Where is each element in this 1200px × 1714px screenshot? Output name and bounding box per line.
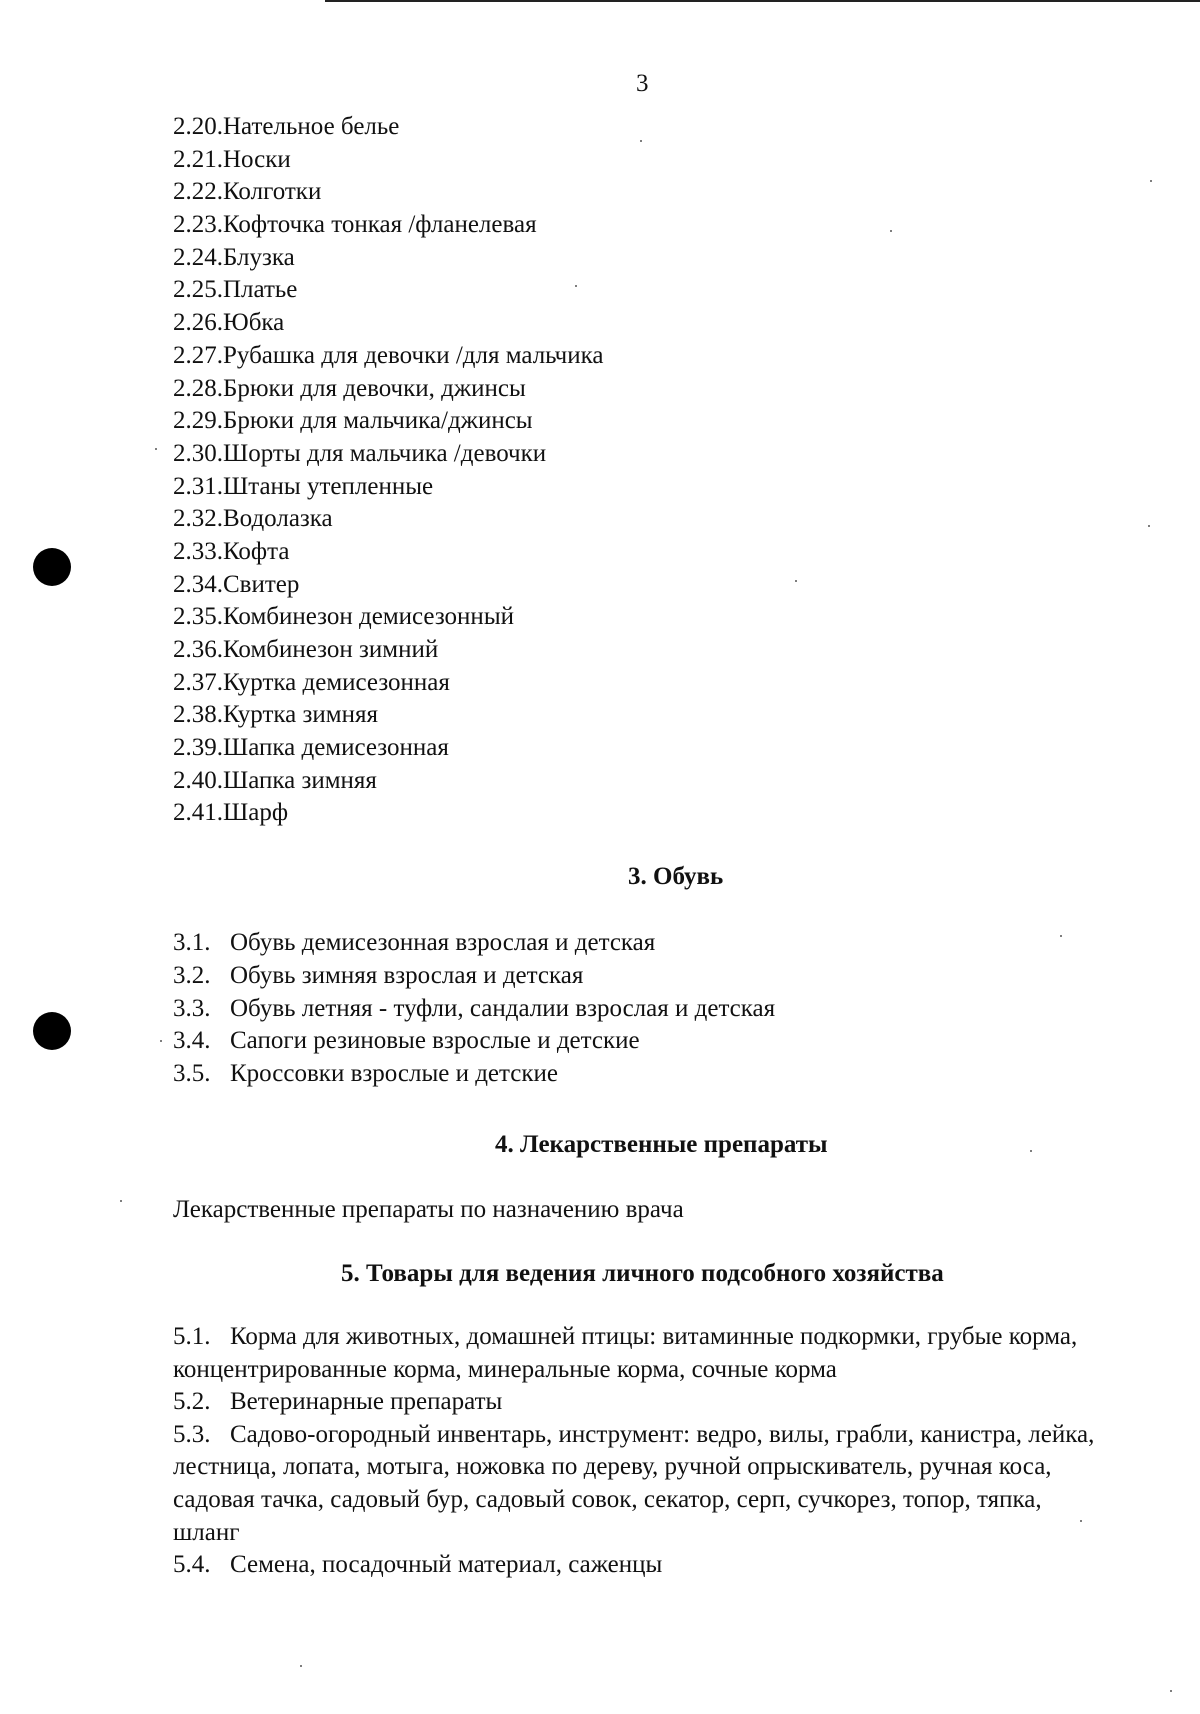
item-text: Брюки для мальчика/джинсы bbox=[223, 407, 533, 435]
item-text: Водолазка bbox=[223, 505, 333, 533]
item-text: Комбинезон демисезонный bbox=[223, 603, 514, 631]
scan-speck bbox=[795, 580, 797, 582]
item-number: 2.23. bbox=[173, 211, 223, 239]
footwear-list bbox=[173, 927, 775, 1091]
item-number: 2.36. bbox=[173, 636, 223, 663]
item-text: Корма для животных, домашней птицы: витаминные подкормки, грубые корма, концентрированные корма, минеральные корма, сочные корма bbox=[173, 1323, 1078, 1383]
item-text: Обувь летняя - туфли, сандалии взрослая и детская bbox=[230, 994, 776, 1022]
item-text: Кофточка тонкая /фланелевая bbox=[223, 211, 537, 239]
list-item bbox=[173, 634, 604, 667]
list-item bbox=[173, 307, 604, 340]
list-item bbox=[173, 438, 604, 471]
item-text: Кофта bbox=[223, 537, 290, 565]
list-item bbox=[173, 536, 604, 569]
list-item bbox=[173, 274, 604, 307]
item-text: Носки bbox=[223, 145, 291, 173]
scan-speck bbox=[155, 448, 157, 450]
scan-speck bbox=[160, 1040, 162, 1042]
item-text: Комбинезон зимний bbox=[223, 636, 439, 663]
item-number: 2.24. bbox=[173, 243, 223, 271]
item-text: Рубашка для девочки /для мальчика bbox=[223, 341, 604, 369]
scan-speck bbox=[120, 1200, 122, 1202]
item-text: Свитер bbox=[223, 570, 300, 598]
item-number: 2.26. bbox=[173, 309, 223, 337]
item-number: 3.1. bbox=[173, 929, 211, 956]
scan-speck bbox=[1148, 525, 1150, 527]
item-text: Блузка bbox=[223, 243, 295, 271]
clothing-list bbox=[173, 111, 604, 830]
item-number: 2.33. bbox=[173, 537, 223, 565]
item-number: 2.29. bbox=[173, 407, 223, 435]
list-item bbox=[173, 1321, 1113, 1386]
scan-speck bbox=[575, 285, 577, 287]
item-number: 5.2. bbox=[173, 1388, 211, 1416]
list-item bbox=[173, 471, 604, 504]
item-text: Ветеринарные препараты bbox=[230, 1388, 503, 1416]
item-text: Юбка bbox=[223, 309, 285, 337]
item-number: 2.35. bbox=[173, 603, 223, 631]
item-text: Штаны утепленные bbox=[223, 472, 434, 500]
item-text: Обувь демисезонная взрослая и детская bbox=[230, 929, 656, 956]
list-item bbox=[173, 927, 775, 960]
item-text: Обувь зимняя взрослая и детская bbox=[230, 961, 584, 989]
item-number: 5.3. bbox=[173, 1420, 211, 1448]
list-item bbox=[173, 569, 604, 602]
item-text: Семена, посадочный материал, саженцы bbox=[230, 1551, 663, 1579]
item-text: Шорты для мальчика /девочки bbox=[223, 439, 547, 467]
item-number: 2.39. bbox=[173, 734, 223, 762]
list-item bbox=[173, 242, 604, 275]
item-number: 2.40. bbox=[173, 766, 223, 794]
item-text: Сапоги резиновые взрослые и детские bbox=[230, 1027, 640, 1055]
item-text: Кроссовки взрослые и детские bbox=[230, 1060, 558, 1088]
item-number: 2.28. bbox=[173, 374, 223, 402]
list-item bbox=[173, 667, 604, 700]
section-heading-household: 5. Товары для ведения личного подсобного хозяйства bbox=[341, 1260, 944, 1287]
list-item bbox=[173, 111, 604, 144]
item-number: 2.22. bbox=[173, 178, 223, 206]
item-number: 2.20. bbox=[173, 113, 223, 140]
medicine-text: Лекарственные препараты по назначению врача bbox=[173, 1196, 684, 1223]
list-item bbox=[173, 373, 604, 406]
item-text: Шапка зимняя bbox=[223, 766, 377, 794]
item-text: Садово-огородный инвентарь, инструмент: ведро, вилы, грабли, канистра, лейка, лестница, лопата, мотыга, ножовка по дереву, ручной опрыскиватель, ручная коса, садовая тачка, садовый бур, садовый совок, секатор, серп, сучкорез, топор, тяпка, шланг bbox=[173, 1420, 1095, 1546]
scan-speck bbox=[890, 230, 892, 232]
item-number: 2.21. bbox=[173, 145, 223, 173]
list-item bbox=[173, 993, 775, 1026]
page-number: 3 bbox=[636, 70, 649, 97]
list-item bbox=[173, 340, 604, 373]
item-number: 2.38. bbox=[173, 701, 223, 729]
section-heading-medicine: 4. Лекарственные препараты bbox=[495, 1131, 828, 1158]
item-text: Платье bbox=[223, 276, 298, 304]
list-item bbox=[173, 144, 604, 177]
item-number: 3.3. bbox=[173, 994, 211, 1022]
item-text: Шарф bbox=[223, 799, 289, 827]
item-number: 2.41. bbox=[173, 799, 223, 827]
list-item bbox=[173, 1058, 775, 1091]
item-number: 2.32. bbox=[173, 505, 223, 533]
item-number: 2.30. bbox=[173, 439, 223, 467]
item-text: Шапка демисезонная bbox=[223, 734, 449, 762]
list-item bbox=[173, 176, 604, 209]
list-item bbox=[173, 765, 604, 798]
item-number: 3.2. bbox=[173, 961, 211, 989]
list-item bbox=[173, 797, 604, 830]
item-number: 5.4. bbox=[173, 1551, 211, 1579]
list-item bbox=[173, 405, 604, 438]
item-number: 2.31. bbox=[173, 472, 223, 500]
list-item bbox=[173, 1549, 1113, 1582]
item-number: 3.5. bbox=[173, 1060, 211, 1088]
scan-speck bbox=[1060, 935, 1062, 937]
item-text: Брюки для девочки, джинсы bbox=[223, 374, 526, 402]
item-text: Колготки bbox=[223, 178, 322, 206]
household-list bbox=[173, 1321, 1113, 1582]
item-number: 2.37. bbox=[173, 668, 223, 696]
item-number: 2.34. bbox=[173, 570, 223, 598]
item-text: Нательное белье bbox=[223, 113, 400, 140]
list-item bbox=[173, 699, 604, 732]
scan-speck bbox=[1170, 1690, 1172, 1692]
item-text: Куртка зимняя bbox=[223, 701, 378, 729]
section-heading-footwear: 3. Обувь bbox=[628, 863, 724, 890]
item-number: 2.27. bbox=[173, 341, 223, 369]
item-number: 2.25. bbox=[173, 276, 223, 304]
scan-speck bbox=[640, 140, 642, 142]
punch-hole-mark bbox=[33, 548, 71, 586]
list-item bbox=[173, 601, 604, 634]
list-item bbox=[173, 209, 604, 242]
punch-hole-mark bbox=[33, 1012, 71, 1050]
scan-speck bbox=[1150, 180, 1152, 182]
list-item bbox=[173, 503, 604, 536]
item-number: 5.1. bbox=[173, 1323, 211, 1350]
list-item bbox=[173, 1025, 775, 1058]
scan-speck bbox=[1080, 1520, 1082, 1522]
list-item bbox=[173, 1386, 1113, 1419]
top-border-line bbox=[325, 0, 1200, 2]
list-item bbox=[173, 1419, 1113, 1549]
item-text: Куртка демисезонная bbox=[223, 668, 450, 696]
item-number: 3.4. bbox=[173, 1027, 211, 1055]
scan-speck bbox=[1030, 1150, 1032, 1152]
scan-speck bbox=[300, 1665, 302, 1667]
list-item bbox=[173, 732, 604, 765]
list-item bbox=[173, 960, 775, 993]
